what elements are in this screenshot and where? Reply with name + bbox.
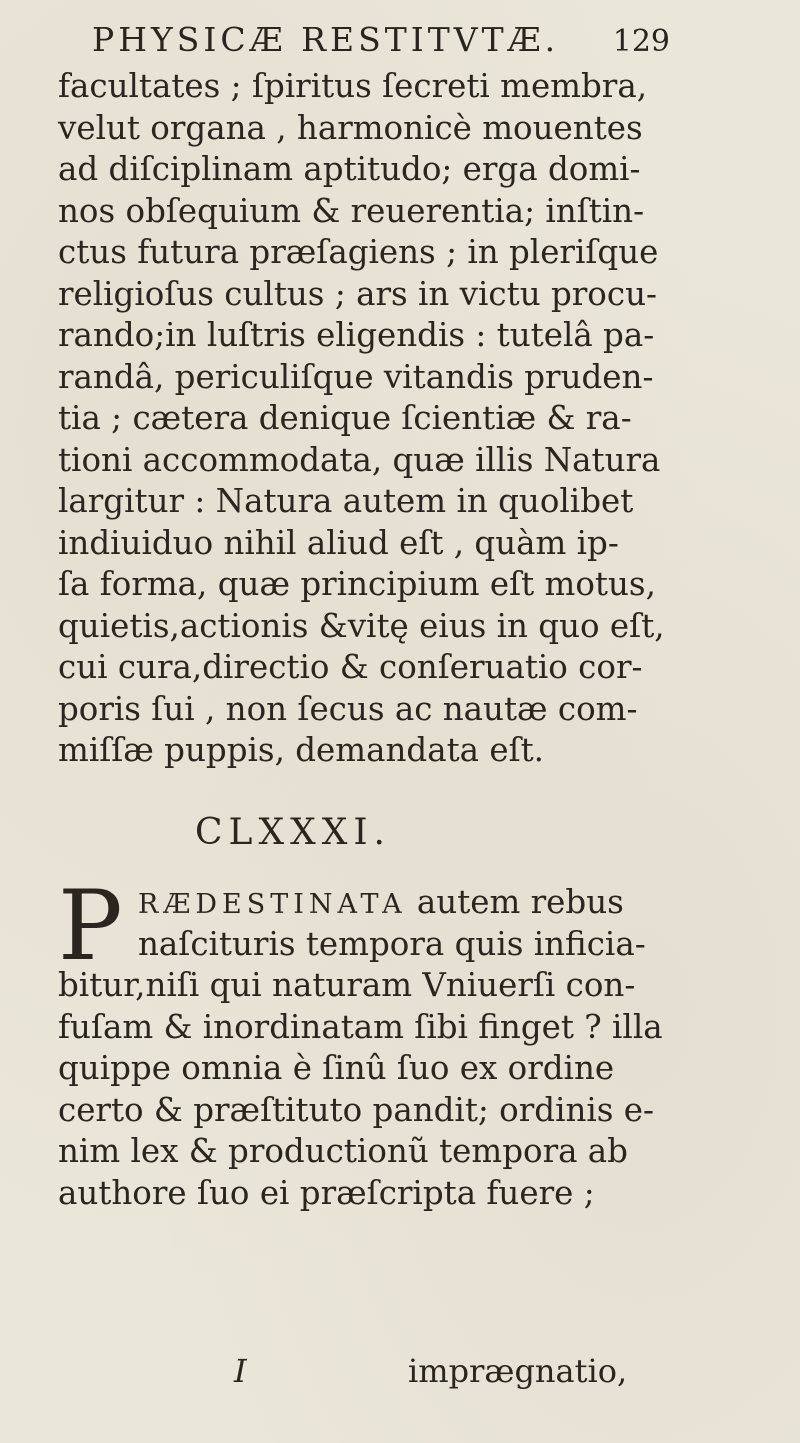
text-line: nos obſequium & reuerentia; inſtin- — [58, 191, 645, 230]
page-number: 129 — [612, 24, 670, 59]
first-line — [58, 882, 778, 924]
text-line: poris ſui , non ſecus ac nautæ com- — [58, 689, 638, 728]
text-line: quietis,actionis &vitę eius in quo eſt, — [58, 606, 665, 645]
text-line: rando;in luſtris eligendis : tutelâ pa- — [58, 316, 655, 354]
text-line: largitur : Natura autem in quolibet — [58, 482, 634, 520]
text-line: certo & præſtituto pandit; ordinis e- — [58, 1090, 655, 1129]
text-line: cui cura,directio & conſeruatio cor- — [58, 648, 643, 686]
text-line: authore ſuo ei præſcripta fuere ; — [58, 1173, 595, 1212]
text-line: ſa forma, quæ principium eſt motus, — [58, 565, 656, 603]
text-line: miſſæ puppis, demandata eſt. — [58, 731, 544, 769]
second-line: naſcituris tempora quis inficia- — [138, 924, 646, 963]
catchword: imprægnatio, — [408, 1352, 628, 1390]
text-line: facultates ; ſpiritus ſecreti membra, — [58, 67, 648, 105]
first-line-rest: autem rebus — [406, 883, 624, 921]
section-heading: CLXXXI. — [195, 812, 392, 853]
running-title: PHYSICÆ RESTITVTÆ. — [92, 20, 560, 59]
first-line-smallcaps: RÆDESTINATA — [138, 889, 407, 920]
text-line: fuſam & inordinatam ſibi finget ? illa — [58, 1007, 663, 1046]
text-line: randâ, periculiſque vitandis pruden- — [58, 357, 654, 396]
text-line: indiuiduo nihil aliud eſt , quàm ip- — [58, 523, 619, 562]
drop-cap: P — [58, 870, 123, 982]
page-header — [60, 14, 680, 64]
body-text — [58, 66, 778, 772]
text-line: ad diſciplinam aptitudo; erga domi- — [58, 150, 641, 188]
text-line: ctus futura præſagiens ; in pleriſque — [58, 233, 659, 271]
text-line: tioni accommodata, quæ illis Natura — [58, 440, 661, 479]
signature-mark: I — [234, 1352, 247, 1390]
text-line: quippe omnia è ſinû ſuo ex ordine — [58, 1049, 615, 1087]
text-line: religioſus cultus ; ars in victu procu- — [58, 274, 657, 313]
section-body — [58, 870, 778, 1214]
text-line: tia ; cætera denique ſcientiæ & ra- — [58, 399, 632, 437]
text-line: velut organa , harmonicè mouentes — [58, 108, 643, 147]
page-footer — [0, 1352, 800, 1396]
text-line: bitur,niſi qui naturam Vniuerſi con- — [58, 966, 636, 1004]
text-line: nim lex & productionũ tempora ab — [58, 1132, 628, 1170]
